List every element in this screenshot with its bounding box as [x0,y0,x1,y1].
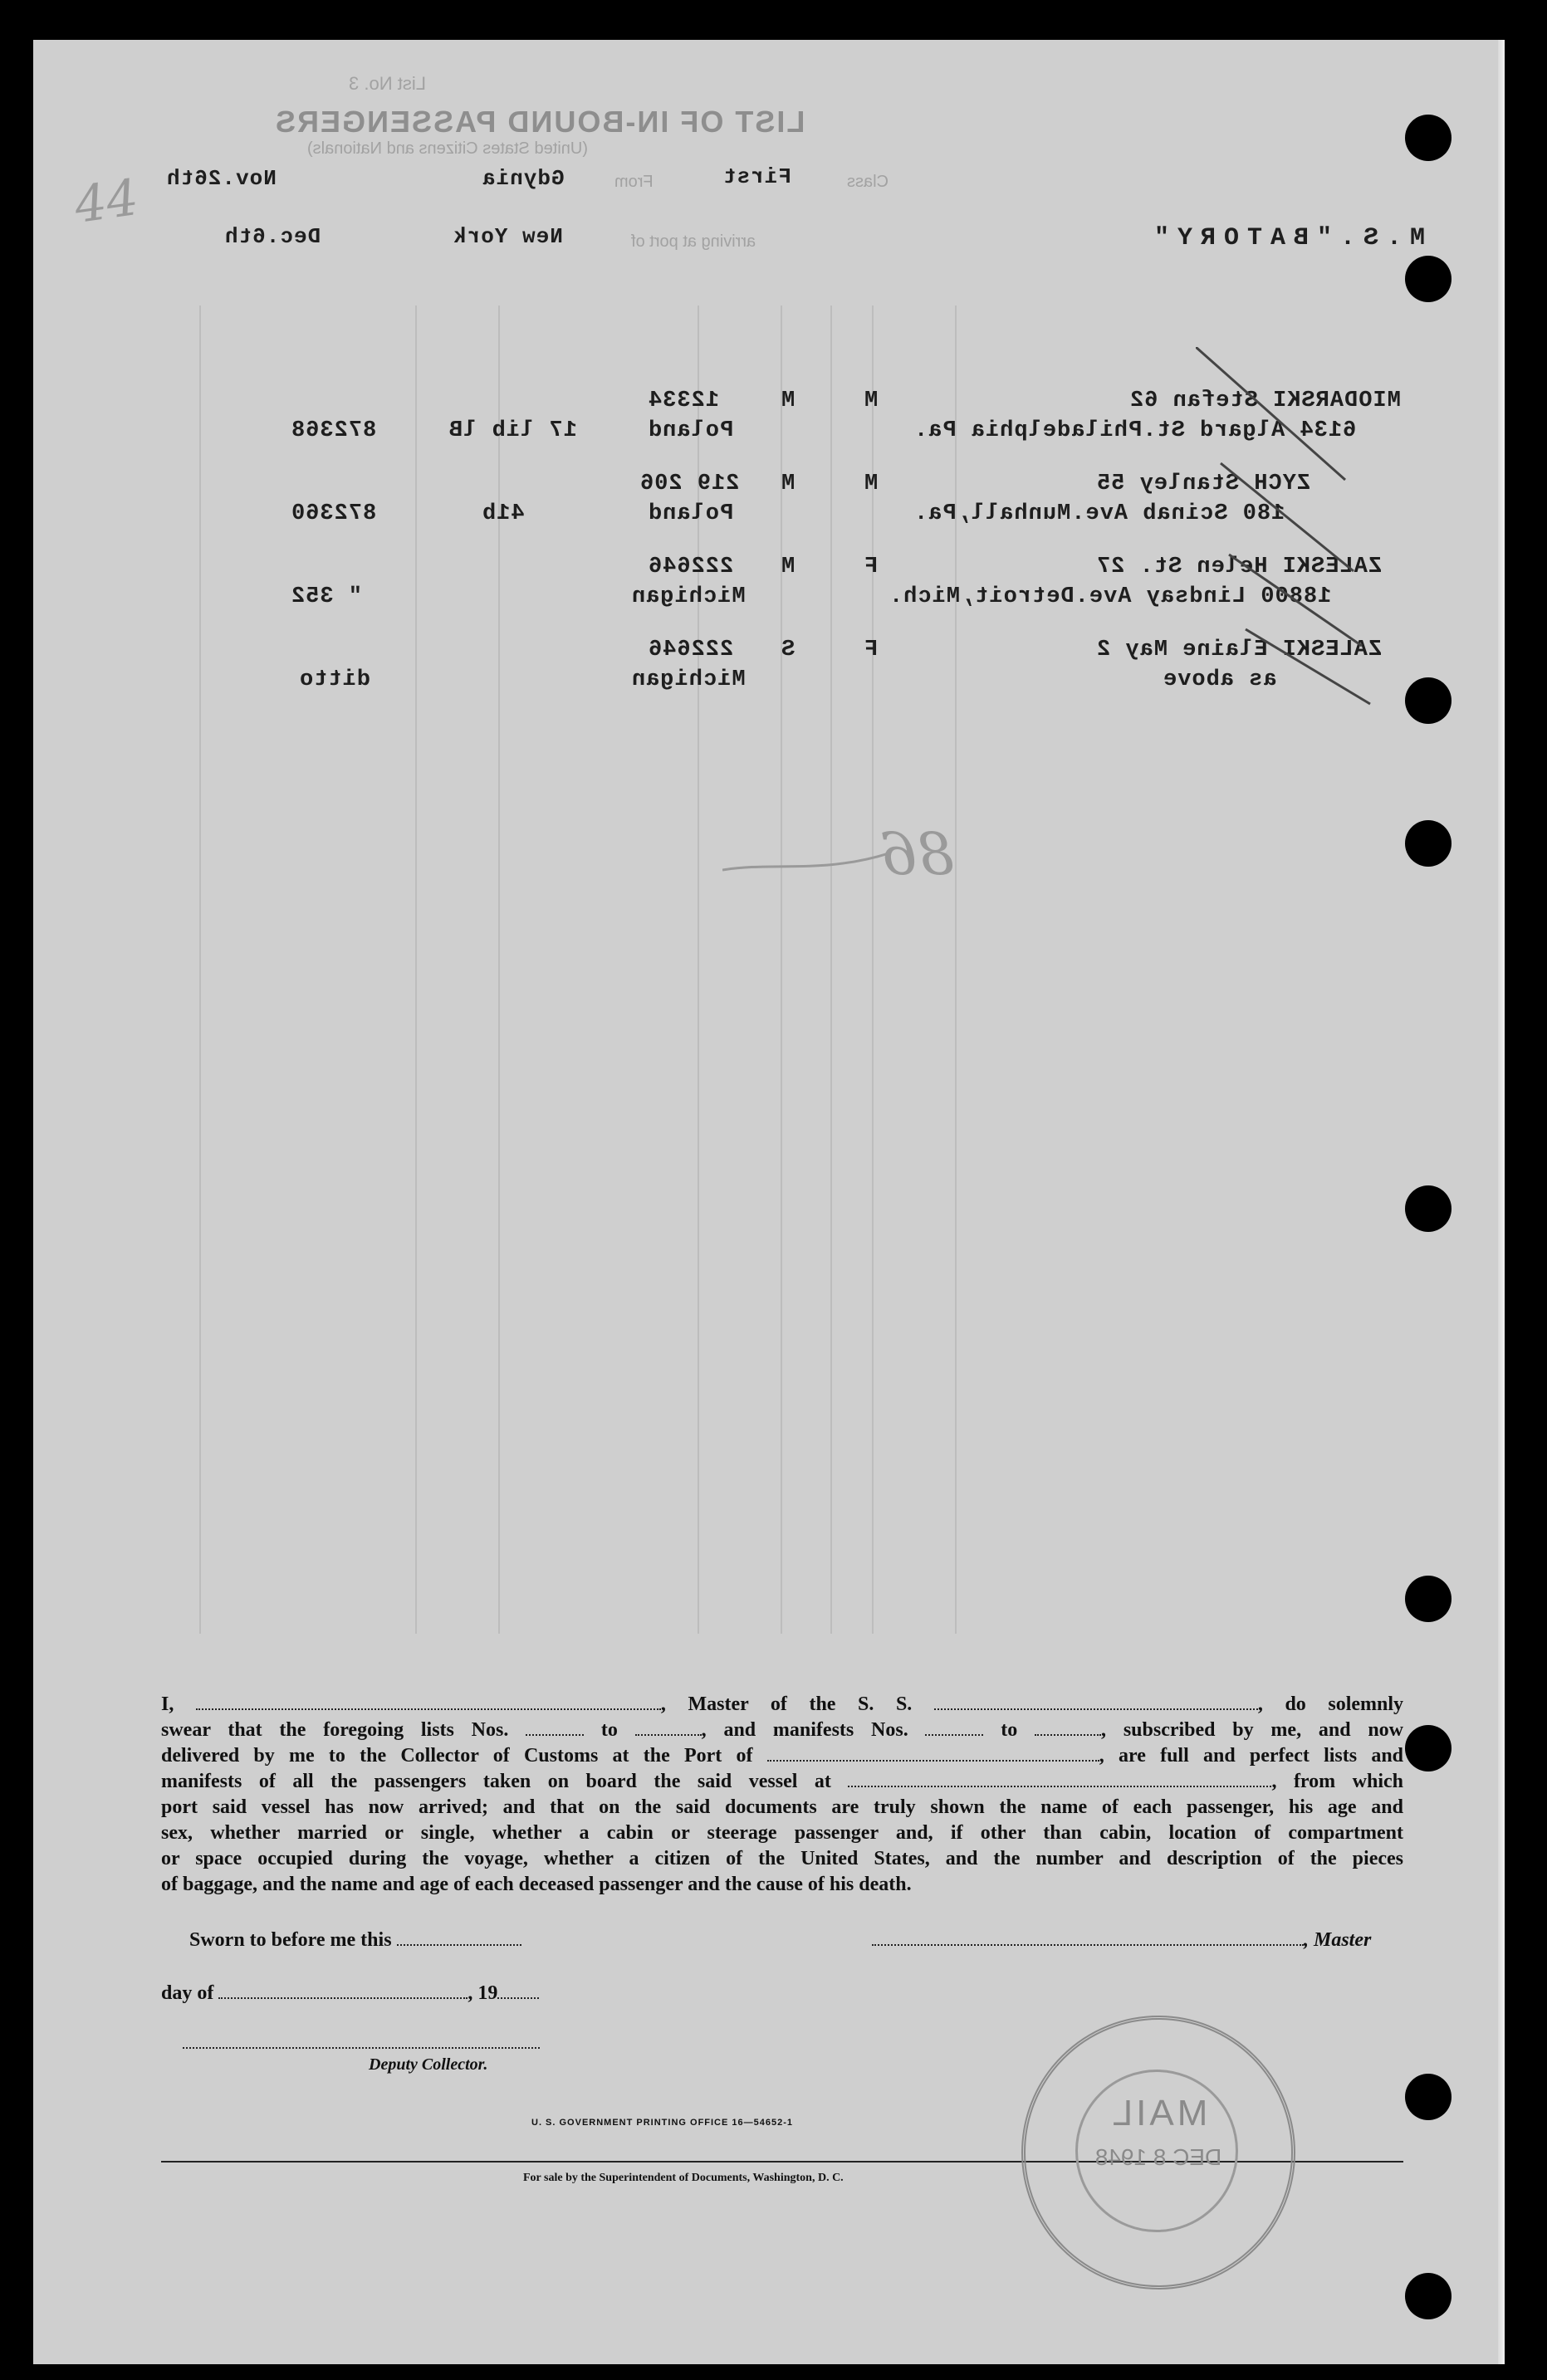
blank-departure [848,1772,1271,1787]
blank-month [218,1983,468,1999]
passenger-origin: Michigan [631,667,746,692]
oath-text: I, [161,1693,174,1715]
oath-text: , from which [1271,1771,1404,1792]
class-value: First [722,164,792,189]
passenger-number: ditto [299,667,371,692]
year-label: , 19 [468,1982,498,2004]
oath-text: of baggage, and the name and age of each deceased passenger and the cause of his death. [161,1874,912,1895]
master-signature [872,1929,1371,1952]
oath-text: , and manifests Nos. [701,1719,908,1741]
sailing-date: Nov.26th [166,166,277,191]
passenger-ref: 12334 [648,389,720,413]
list-subtitle: (United States Citizens and Nationals) [307,139,588,158]
sworn-block [189,1929,521,1952]
oath-text: manifests of all the passengers taken on board the said vessel at [161,1771,831,1792]
oath-text: , Master of the S. S. [660,1693,913,1715]
passenger-marital: M [781,389,796,413]
passenger-address: 180 Scinab Ave.Munhall,Pa. [913,501,1285,526]
passenger-address: 18800 Lindsay Ave.Detroit,Mich. [889,584,1332,609]
arrival-port: New York [453,224,563,249]
sheet-edge [1498,40,1505,2364]
passenger-cabin: 41b [482,501,525,526]
column-rule [872,305,874,1634]
blank-sworn-day [397,1930,521,1946]
passenger-sex: F [864,555,879,579]
blank-master-name [196,1694,661,1710]
oath-paragraph [161,1692,1403,1898]
handwritten-mark: 44 [71,169,142,235]
passenger-ref: 222646 [648,555,734,579]
binder-hole [1405,2273,1452,2319]
blank-year [497,1983,539,1999]
passenger-ref: 219 206 [639,472,740,496]
pencil-strokes [1196,347,1378,721]
binder-hole [1405,115,1452,161]
passenger-address: as above [1163,667,1277,692]
pencil-dash [722,837,889,887]
passenger-address: 6134 Algard St.Philadelphia Pa. [913,418,1357,443]
passenger-origin: Poland [648,418,734,443]
passenger-sex: F [864,638,879,662]
passenger-number: 872368 [291,418,377,443]
column-rule [415,305,417,1634]
blank-manifest-from [925,1720,983,1736]
day-of-label: day of [161,1982,214,2004]
vessel-name: M.S."BATORY" [1146,224,1426,252]
passenger-marital: M [781,555,796,579]
list-number: List No. 3 [349,73,426,94]
sworn-label: Sworn to before me this [189,1929,392,1951]
from-port: Gdynia [482,166,565,191]
binder-hole [1405,820,1452,867]
passenger-marital: M [781,472,796,496]
oath-text: , are full and perfect lists and [1099,1745,1404,1767]
oath-text: to [600,1719,618,1741]
postmark-text: MAIL [1109,2093,1208,2133]
blank-list-from [526,1720,584,1736]
day-block [161,1982,539,2005]
blank-manifest-to [1035,1720,1101,1736]
passenger-name: ZALESKI Helen St. 27 [1096,555,1383,579]
blank-vessel [934,1694,1258,1710]
passenger-marital: S [781,638,796,662]
passenger-number: 872360 [291,501,377,526]
arrival-date: Dec.6th [224,224,321,249]
oath-text: , subscribed by me, and now [1101,1719,1404,1741]
postmark-date: DEC 8 1948 [1094,2144,1222,2170]
blank-list-to [635,1720,702,1736]
blank-port [767,1746,1099,1762]
from-label: From [614,173,654,191]
handwritten-mark: 86 [880,820,955,888]
oath-text: sex, whether married or single, whether a cabin or steerage passenger and, if other than cabin, location of compartment [161,1822,1403,1844]
passenger-name: MIODARSKI Stefan 62 [1129,389,1401,413]
passenger-ref: 222646 [648,638,734,662]
passenger-name: ZYCH Stanley 55 [1096,472,1311,496]
binder-hole [1405,1725,1452,1772]
passenger-origin: Poland [648,501,734,526]
passenger-cabin: 17 lib lB [448,418,577,443]
column-rule [199,305,201,1634]
column-rule [830,305,832,1634]
passenger-number: " 352 [291,584,363,609]
class-label: Class [847,173,889,191]
deputy-collector-label: Deputy Collector. [369,2055,488,2074]
binder-hole [1405,677,1452,724]
sale-notice: For sale by the Superintendent of Documents, Washington, D. C. [523,2172,844,2184]
binder-hole [1405,1576,1452,1622]
oath-text: port said vessel has now arrived; and that on the said documents are truly shown the name of each passenger, his age and [161,1796,1403,1818]
gpo-imprint: U. S. GOVERNMENT PRINTING OFFICE 16—54652-1 [531,2118,794,2128]
arriving-label: arriving at port of [631,232,756,251]
oath-text: or space occupied during the voyage, whether a citizen of the United States, and the number and description of the pieces [161,1848,1403,1869]
binder-hole [1405,2074,1452,2120]
oath-text: delivered by me to the Collector of Customs at the Port of [161,1745,753,1767]
oath-text: swear that the foregoing lists Nos. [161,1719,509,1741]
deputy-signature-line [183,2047,540,2049]
passenger-sex: M [864,389,879,413]
oath-text: to [1001,1719,1018,1741]
binder-hole [1405,1185,1452,1232]
postmark-stamp [1021,2016,1295,2290]
passenger-sex: M [864,472,879,496]
blank-master-signature [872,1930,1304,1946]
column-rule [781,305,782,1634]
oath-text: , do solemnly [1257,1693,1404,1715]
passenger-origin: Michigan [631,584,746,609]
master-label: , Master [1304,1929,1372,1951]
passenger-name: ZALESKI Elaine May 2 [1096,638,1383,662]
list-title: LIST OF IN-BOUND PASSENGERS [274,105,805,139]
binder-hole [1405,256,1452,302]
manifest-page [33,40,1505,2364]
